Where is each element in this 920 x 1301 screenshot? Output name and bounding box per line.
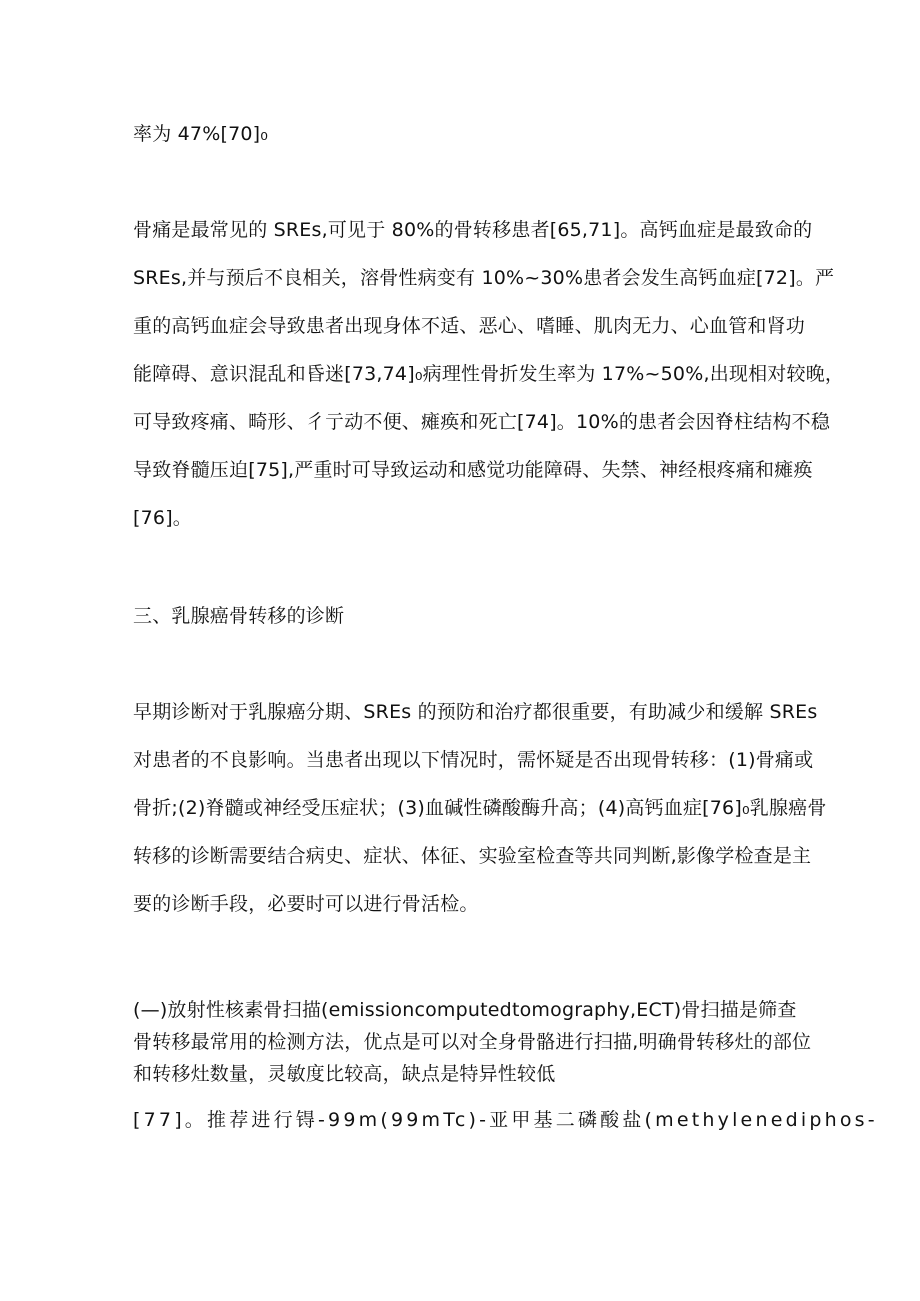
paragraph-4-line-3: 和转移灶数量，灵敏度比较高，缺点是特异性较低 [133,1063,556,1085]
paragraph-3-line-3: 骨折;(2)脊髓或神经受压症状；(3)血碱性磷酸酶升高；(4)高钙血症[76]₀乳腺癌骨 [133,797,827,819]
paragraph-2-line-4: 能障碍、意识混乱和昏迷[73,74]₀病理性骨折发生率为 17%~50%,出现相对较晚， [133,363,845,385]
paragraph-3-line-2: 对患者的不良影响。当患者出现以下情况时，需怀疑是否出现骨转移：(1)骨痛或 [133,749,814,771]
paragraph-3-line-4: 转移的诊断需要结合病史、症状、体征、实验室检查等共同判断,影像学检查是主 [133,845,812,867]
paragraph-3-line-1: 早期诊断对于乳腺癌分期、SREs 的预防和治疗都很重要，有助减少和缓解 SREs [133,701,818,723]
paragraph-2-line-3: 重的高钙血症会导致患者出现身体不适、恶心、嗜睡、肌肉无力、心血管和肾功 [133,315,806,337]
paragraph-3-line-5: 要的诊断手段，必要时可以进行骨活检。 [133,893,479,915]
paragraph-2-line-2: SREs,并与预后不良相关，溶骨性病变有 10%~30%患者会发生高钙血症[72]。严 [133,267,835,289]
paragraph-1-line-1: 率为 47%[70]₀ [133,123,269,145]
paragraph-2-line-7: [76]。 [133,507,193,529]
paragraph-4-line-4: [77]。推荐进行锝-99m(99mTc)-亚甲基二磷酸盐(methylenediphos- [133,1109,878,1131]
paragraph-4-line-2: 骨转移最常用的检测方法，优点是可以对全身骨骼进行扫描,明确骨转移灶的部位 [133,1031,812,1053]
paragraph-2-line-5: 可导致疼痛、畸形、彳亍动不便、瘫痪和死亡[74]。10%的患者会因脊柱结构不稳 [133,411,831,433]
paragraph-4-line-1: (—)放射性核素骨扫描(emissioncomputedtomography,ECT)骨扫描是筛查 [133,999,797,1021]
section-heading: 三、乳腺癌骨转移的诊断 [133,605,345,627]
paragraph-2-line-1: 骨痛是最常见的 SREs,可见于 80%的骨转移患者[65,71]。高钙血症是最致命的 [133,219,813,241]
paragraph-2-line-6: 导致脊髓压迫[75],严重时可导致运动和感觉功能障碍、失禁、神经根疼痛和瘫痪 [133,459,813,481]
